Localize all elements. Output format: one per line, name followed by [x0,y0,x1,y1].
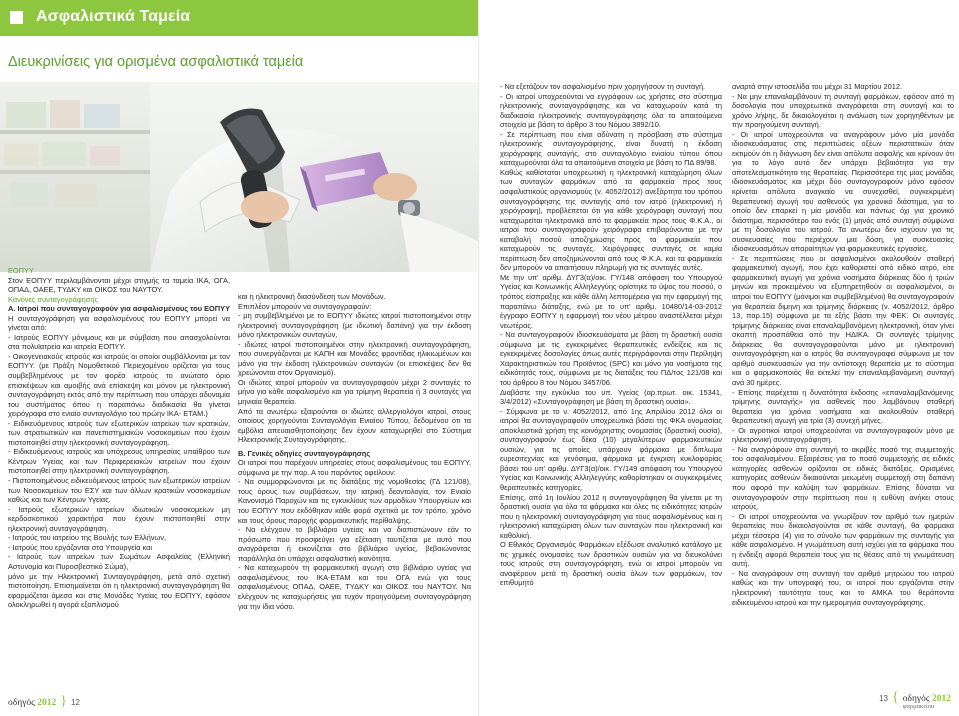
paragraph: - Ιατρούς που εργάζονται στα Υπουργεία και [8,542,153,552]
brand-name: οδηγός [902,694,930,704]
paragraph: Επιπλέον μπορούν να συνταγογραφούν: [238,301,372,311]
paragraph: Ο Εθνικός Οργανισμός Φαρμάκων εξέδωσε αναλυτικό κατάλογο με τις χημικές ονομασίες των δραστικών ουσιών για να διευκολύνει τους ιατρούς στη συνταγογράφηση, ενώ οι ιατροί μπορούν να αναφέρουν μετά τη δραστική ουσία όλων των φαρμάκων, τον επιθυμητό [500,540,722,588]
paragraph: - Να συνταγογραφούν ιδιοσκευάσματα με βάση τη δραστική ουσία σύμφωνα με τις εγκεκριμένες θεραπευτικές ενδείξεις και τις εγκεκριμένες δοσολογίες όπως αυτές περιγράφονται στην Περίληψη Χαρακτηριστικών του Προϊόντος (SPC) και μόνο για νοσήματα της ειδικότητάς τους, σύμφωνα με τις διατάξεις του ΠΔ/τος 121/08 και του άρθρου 8 του Νόμου 3457/06. [500,330,722,387]
page-number: 13 [879,694,888,703]
paragraph: μόνο με την Ηλεκτρονική Συνταγογράφηση, μετά από σχετική πιστοποίηση. Επισημαίνεται ότι η ηλεκτρονική συνταγογράφηση θα εφαρμόζεται άμεσα και στις Μονάδες Υγείας του ΕΟΠΥΥ, εφόσον ολοκληρωθεί η αγορά εξοπλισμού [8,571,230,610]
paragraph: - Επίσης παρέχεται η δυνατότητα έκδοσης «επαναλαμβανόμενης τρίμηνης συνταγής» για ασθενείς που λαμβάνουν σταθερή θεραπεία για χρόνια νοσήματα και ακολουθούν σταθερή θεραπευτική αγωγή για τρία (3) συνεχή μήνες. [732,387,954,426]
section-title: Ασφαλιστικά Ταμεία [36,8,191,25]
paragraph: - Πιστοποιημένους ειδικευόμενους ιατρούς των εξωτερικών ιατρείων των Νοσοκομείων του ΕΣΥ και των άλλων κρατικών νοσοκομείων καθώς και των Κέντρων Υγείας. [8,476,230,505]
paragraph: αναρτά στην ιστοσελίδα του μέχρι 31 Μαρτίου 2012. [732,82,902,91]
paragraph: - Ιατρούς του ιατρείου της Βουλής των Ελλήνων, [8,533,167,543]
paragraph: - Να μην επαναλαμβάνουν τη συνταγή φαρμάκων, εφόσον από τη δοσολογία που υποχρεωτικά αναγράφεται στη συνταγή και το χρόνο λήψης, δε δικαιολογείται η ανάλωση των χορηγηθέντων με την προηγούμενη συνταγή. [732,91,954,130]
left-column-a [8,266,230,610]
paragraph: - Ειδικευόμενους ιατρούς και υπόχρεους υπηρεσίας υπαίθρου των Κέντρων Υγείας και των Περιφερειακών ιατρείων που έχουν πιστοποιηθεί στην ηλεκτρονική συνταγογράφηση. [8,447,230,476]
paragraph: - Ιατρούς των ιατρείων των Σωμάτων Ασφαλείας (Ελληνική Αστυνομία και Πυροσβεστικό Σώμα), [8,552,230,571]
paragraph: - Να εξετάζουν τον ασφαλισμένο πριν χορηγήσουν τη συνταγή. [500,82,706,91]
paragraph: - Να συμμορφώνονται με τις διατάξεις της νομοθεσίας (ΓΔ 121/08), τους όρους των συμβάσεων, την ιατρική δεοντολογία, τον Ενιαίο Κανονισμό Παροχών και τις εγκυκλίους των αρμοδίων Υπουργείων και του ΕΟΠΥΥ που εκδόθηκαν κάθε φορά σχετικά με τον τρόπο, χρόνο και τους όρους παροχής φαρμακευτικής περίθαλψης. [238,477,471,525]
header-square-icon [10,11,23,24]
paragraph: - Ιατρούς ΕΟΠΥΥ μόνιμους και με σύμβαση που απασχολούνται στα πολυϊατρεία και ιατρεία ΕΟΠΥΥ. [8,332,230,352]
paragraph: - Να αναγράφουν στη συνταγή το ακριβές ποσό της συμμετοχής του ασφαλισμένου. Εξαιρέσεις για το ποσό συμμετοχής σε ειδικές κατηγορίες ασθενών ορίζονται σε ειδικές διατάξεις. Ορισμένες κατηγορίες ασθενών δικαιούνται μειωμένη συμμετοχή στη δαπάνη που αφορά την καλύψη των φαρμάκων. Επίσης δύναται να συνταγογραφούν στην περίπτωση που η ευθύνη ανήκει στους ιατρούς. [732,444,954,512]
paragraph: - ιδιώτες ιατροί πιστοποιημένοι στην ηλεκτρονική συνταγογράφηση, που συνεργάζονται με ΚΑΠΗ και Μονάδες φροντίδας ηλικιωμένων και μόνο για την έκδοση ηλεκτρονικών συνταγών (οι επισκέψεις δεν θα χρεώνονται στον Οργανισμό). [238,339,471,378]
paragraph: - Σε περιπτώσεις που οι ασφαλισμένοι ακολουθούν σταθερή φαρμακευτική αγωγή, που έχει καθοριστεί από ειδικό ιατρό, είτε φαρμακευτική αγωγή για χρόνια νοσήματα διάρκειας δύο ή τριών μηνών και προκειμένου να εξυπηρετηθούν οι ασφαλισμένοι, οι ιατροί του ΕΟΠΥΥ (μόνιμοι και συμβεβλημένοι) θα συνταγογραφούν για θεραπεία διμηνη και τρίμηνης διάρκειας (ν. 4052/2012, άρθρο 13, παρ.15) σύμφωνα με τα εξής βάσει την ΦΕΚ. Οι συνταγές τρίμηνης διάρκειας είναι επαναλαμβανόμενη ηλεκτρονική, όταν γίνει σκαπτή προσπάθεια από την ΗΔΙΚΑ. Οι συνταγές τρίμηνης διάρκειας θα συνταγογραφούνται μόνο με ηλεκτρονική συνταγογράφηση και ο ιατρός θα συνταγογραφεί σύμφωνα με τον αριθμό συσκευασιών για την αντίστοιχη θεραπεία με το σύστημα και ο φαρμακοποιός θα εκτελεί την επαναλαμβανόμενη συνταγή ανά 30 ημέρες. [732,253,954,387]
brand-year: 2012 [932,694,951,704]
paragraph: ΕΟΠΥΥ [8,266,34,275]
brand-name: οδηγός [8,698,35,708]
paragraph: Κανόνες συνταγογράφησης [8,294,99,304]
right-page [480,0,959,716]
paragraph: - Σε περίπτωση που είναι αδύνατη η πρόσβαση στο σύστημα ηλεκτρονικής συνταγογράφησης, είναι δυνατή η έκδοση χειρόγραφης συνταγής, στο συνταγολόγιο ενιαίου τύπου όπου καταχωρούνται όλα τα απαιτούμενα στοιχεία με βάση το ΠΔ 89/98. [500,129,722,168]
paragraph: Οι ιατροί που παρέχουν υπηρεσίες στους ασφαλισμένους του ΕΟΠΥΥ, σύμφωνα με την παρ. Α του παρόντος οφείλουν: [238,458,471,477]
paragraph: - Οι ιατροί υποχρεούνται να αναγράφουν μόνο μία μονάδα ιδιοσκευάσματος στις περιπτώσεις οξέων περιστατικών όταν εκτιμούν ότι η διάγνωση δεν είναι απόλυτα ασφαλής και κρίνουν ότι για το λόγο αυτό δεν υπάρχει βεβαιότητα για την αποτελεσματικότητα της θεραπείας. Περισσότερα της μίας μονάδας ιδιοσκευάσματος και μέχρι δύο συνταγογραφούν μόνο εφόσον κρίνεται απόλυτα αναγκαίο να συνεχισθεί, συγκεκριμένη θεραπευτική αγωγή του ασθενούς για χρονικό διάστημα, για το οποίο δεν επαρκεί η μία μονάδα και πάντως όχι για χρονικό διάστημα, περισσότερο του ενός (1) μηνός από συνταγή σύμφωνα με τη δοσολογία του ιατρού. Τα ανωτέρω δεν ισχύουν για τις συσκευασίες που περιέχουν μια δόση, για συσκευασίες ιδιοσκευασμάτων απαραίτητων για φαρμακευτικές εργασίες. [732,129,954,254]
paragraph: - Οικογενειακούς ιατρούς και ιατρούς οι οποίοι συμβάλλονται με τον ΕΟΠΥΥ. (με Πράξη Νομοθετικού Περιεχομένου ορίζεται για τους συμβεβλημένους με τον φορέα ιατρούς το ανώτατο όριο επισκέψεων και αμοιβής ανά επίσκεψη και μόνον με ηλεκτρονική συνταγογράφηση εκτός από την περίπτωση που υπάρχει αδυναμία του συστήματος όπου η παραπάνω διαδικασία θα γίνεται χειρόγραφα στο ενιαίο συνταγολόγιο του πρώην ΙΚΑ- ΕΤΑΜ.) [8,351,230,419]
section-header [0,0,479,36]
paragraph: Με την υπ' αριθμ. ΔΥΓ3(α)/οικ. ΓΥ/148 απόφαση του Υπουργού Υγείας και Κοινωνικής Αλληλεγγύης ορίστηκε το ύψος του ποσού, ο τρόπος είσπραξης και κάθε άλλη λεπτομέρεια για την εφαρμογή της παραπάνω διάταξης, ενώ με το υπ' αριθμ. 10480/14-03-2012 έγγραφο ΕΟΠΥΥ η εφαρμογή του νέου μέτρου αναστέλλεται μέχρι νεωτέρας. [500,272,722,330]
paragraph: - Ειδικευόμενους ιατρούς των εξωτερικών ιατρείων των κρατικών, των στρατιωτικών και πανεπιστημιακών νοσοκομείων που έχουν πιστοποιηθεί στην ηλεκτρονική συνταγογράφηση. [8,418,230,447]
brace-icon: } [60,694,68,709]
paragraph: - Οι ιατροί υποχρεούνται να εγγράφουν ως χρήστες στο σύστημα ηλεκτρονικής συνταγογράφησης και να καταχωρούν κατά τη διαδικασία ηλεκτρονικής συνταγογράφησης όλα τα απαιτούμενα στοιχεία με βάση το άρθρο 3 του Νόμου 3892/10. [500,91,722,130]
paragraph: Η συνταγογράφηση για ασφαλισμένους του ΕΟΠΥΥ μπορεί να γίνεται από: [8,313,230,333]
brand-logo [903,694,951,710]
paragraph: Στον ΕΟΠΥΥ περιλαμβάνονται μέχρι στιγμής τα ταμεία ΙΚΑ, ΟΓΑ, ΟΠΑΔ, ΟΑΕΕ, ΤΥΔΚΥ και ΟΙΚΟΣ του ΝΑΥΤΟΥ. [8,275,230,295]
paragraph: - μη συμβεβλημένοι με το ΕΟΠΥΥ ιδιώτες ιατροί πιστοποιημένοι στην ηλεκτρονική συνταγογράφηση (με ιδιωτική δαπάνη) για την έκδοση μόνο ηλεκτρονικών συνταγών, [238,311,471,340]
paragraph: - Οι αγροτικοί ιατροί υποχρεούνται να συνταγογραφούν μόνο με ηλεκτρονική συνταγογράφηση. [732,425,954,445]
page-number: 12 [71,698,80,707]
page-subtitle: Διευκρινίσεις για ορισμένα ασφαλιστικά ταμεία [8,54,304,70]
paragraph: - Να ελέγχουν το βιβλιάριο υγείας και να διαπιστώνουν εάν το πρόσωπο που προσφεύγει για εξέταση ταυτίζεται με αυτό που αναγράφεται ή εικονίζεται στο βιβλιάριο υγείας, βεβαιώνοντας παράλληλα ότι υπάρχει ασφαλιστική ικανότητα. [238,525,471,563]
paragraph: και η ηλεκτρονική διασύνδεση των Μονάδων. [238,292,386,301]
paragraph: - Σύμφωνα με το ν. 4052/2012, από 1ης Απριλίου 2012 όλοι οι ιατροί θα συνταγογραφούν υποχρεωτικά βάσει της ΦΚΑ ονομασίας αποκλειστικά χρήση της κοινόχρηστης ονομασίας (δραστική ουσία), συνταγογραφούν έως δέκα (10) μεγαλύτερων φαρμακευτικών ουσιών, για τις οποίες υπάρχουν φάρμακα με διπλωμα ευρεσιτεχνίας και γενόσημα, φάρμακα με έγκριση κυκλοφορίας βάσει του υπ' αριθμ. ΔΥΓ3(α)/οικ. ΓΥ/149 απόφαση του Υπουργού Υγείας και Κοινωνικής Αλληλεγγύης καθορίστηκαν οι συγκεκριμένες θεραπευτικές κατηγορίες. [500,406,722,492]
left-page [0,0,479,716]
paragraph: - Οι ιατροί υποχρεούνται να γνωρίζουν τον αριθμό των ημερών θεραπείας που δικαιολογούνται σε κάθε συνταγή, θα φαρμακα μέχρι τέσσερα (4) για το σύνολο των φαρμάκων της συνταγής για κάθε ασφαλισμένο. Η γνωμάτευση αυτή ισχύει για τα φάρμακα που η ένδειξη αφορά θεραπεία τους για τις θέσεις από τη γνωμάτευση αυτή. [732,511,954,569]
footer-left [8,694,80,710]
brand-year: 2012 [37,698,57,708]
paragraph: Διαβάστε την εγκύκλιο του υπ. Υγείας (αρ.πρωτ. οικ. 15341, 3/4/2012) «Συνταγογράφηση με βάση τη δραστική ουσία». [500,387,722,407]
footer-right [879,690,951,710]
paragraph: - Να αναγράφουν στη συνταγή τον αριθμό μητρώου του ιατρού καθώς και την υπογραφή του, οι ιατροί που εργάζονται στην ηλεκτρονική ταυτότητα τους και το ΑΜΚΑ του θεράποντα ειδικευμένου ιατρού και την ημερομηνία συνταγογράφησης. [732,568,954,607]
paragraph: Επίσης, από 1η Ιουλίου 2012 η συνταγογράφηση θα γίνεται με τη δραστική ουσία για όλα τα φάρμακα και όλες τις ειδικότητες ιατρών που η ηλεκτρονική συνταγογράφηση για τους ασφαλισμένους και η ηλεκτρονική καταχώριση όλων των συνταγών που ηλεκτρονική και καθολική. [500,492,722,540]
section-subheading: Β. Γενικές οδηγίες συνταγογράφησης [238,448,371,458]
brand-logo [8,698,56,708]
left-column-b [238,292,471,611]
right-column-a [500,82,722,588]
paragraph: Από τα ανωτέρω εξαιρούνται οι ιδιώτες αλλεργιολόγοι ιατροί, στους οποίους χορηγούνται Συνταγολόγια Ενιαίου Τύπου, δεδομένου ότι τα εμβόλια απευαισθητοποίησης δεν έχουν καταχωρηθεί στο Σύστημα Ηλεκτρονικής Συνταγογράφησης. [238,406,471,445]
paragraph: - Να καταχωρούν τη φαρμακευτική αγωγή στο βιβλιάριο υγείας για ασφαλισμένους του ΙΚΑ-ΕΤΑΜ και του ΟΓΑ ενώ για τους ασφαλισμένους ΟΠΑΔ, ΟΑΕΕ, ΤΥΔΚΥ και ΟΙΚΟΣ του ΝΑΥΤΟΥ. Να ελέγχουν τις καταχωρήσεις για τυχόν προηγούμενη συνταγογράφηση για την ίδια νόσο. [238,563,471,611]
paragraph: Καθώς καθίσταται υποχρεωτική η ηλεκτρονική καταχώρηση όλων των συνταγών φαρμάκων από τα φαρμακεία προς τους ασφαλιστικούς οργανισμούς (ν. 4052/2012) ανεξάρτητα του τρόπου συνταγογράφησης της συνταγής από τον ιατρό (ηλεκτρονική ή χειρόγραφη), προβλέπεται ότι για κάθε χειρόγραφη συνταγή που καταχωρείται ηλεκτρονικά από τα φαρμακεία προς τους Φ.Κ.Α., οι ιατροί που συνταγογραφούν χειρόγραφα επιβαρύνονται με την καταβολή ποσού αποζημίωσης προς τα φαρμακεία που καταχωρούν τις συνταγές. Χειρόγραφες συνταγές σε καμία περίπτωση δεν αποζημιώνονται από τους Φ.Κ.Α. και τα φαρμακεία δεν μπορούν να απαιτήσουν πληρωμή για τις συνταγές αυτές. [500,167,722,273]
brand-subtitle: φαρμακείου [902,703,935,710]
pharmacist-photo [0,82,479,272]
brace-icon: { [891,690,899,705]
paragraph: - Ιατρούς εξωτερικών ιατρείων ιδιωτικών νοσοκομείων μη κερδοσκοπικού χαρακτήρα που έχουν πιστοποιηθεί στην ηλεκτρονική συνταγογράφηση. [8,504,230,533]
paragraph: Οι ιδιώτες ιατροί μπορούν να συνταγογραφούν μέχρι 2 συνταγές το μήνα για κάθε ασφαλισμένο και για τρίμηνη θεραπεία ή 3 συνταγές για μηνιαία θεραπεία. [238,377,471,407]
paragraph-heading: Α. Ιατροί που συνταγογραφούν για ασφαλισμένους του ΕΟΠΥΥ [8,304,230,314]
right-column-b [732,82,954,607]
